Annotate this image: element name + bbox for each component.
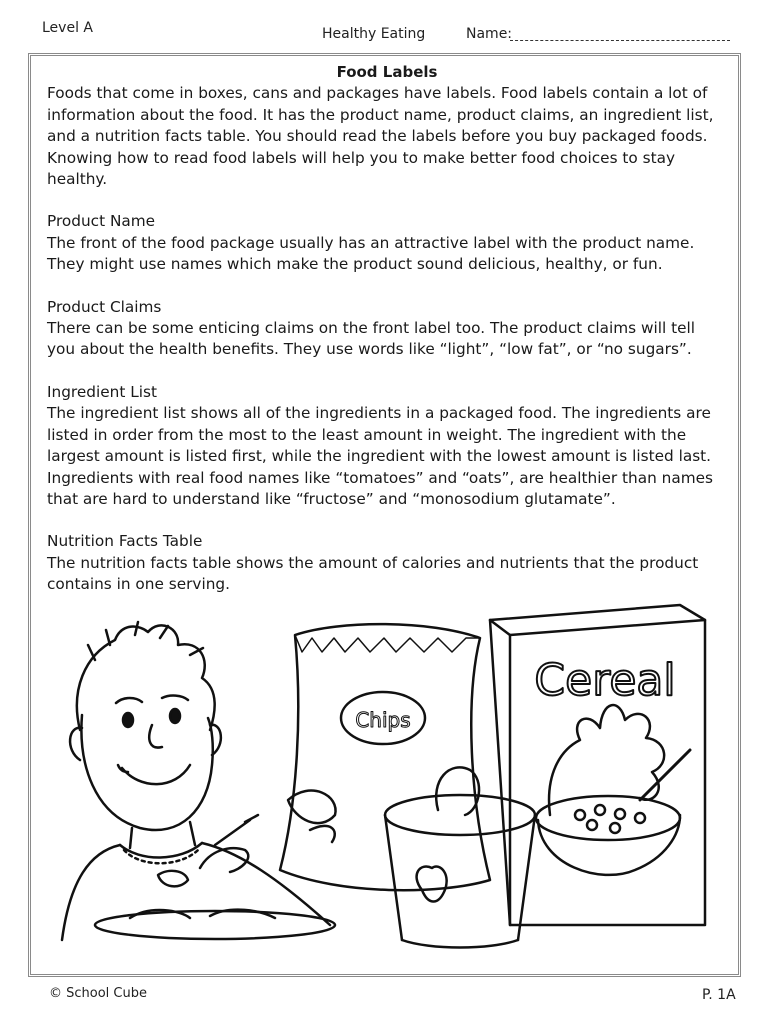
- cereal-label: Cereal: [534, 655, 676, 706]
- chips-label: Chips: [355, 708, 411, 732]
- chips-bag-illustration: [280, 624, 490, 890]
- section-body: There can be some enticing claims on the front label too. The product claims will tell you about the health benefits. They use words like “light”, “low fat”, or “no sugars”.: [47, 319, 696, 359]
- section-heading: Ingredient List: [47, 382, 157, 401]
- food-illustration: [40, 600, 730, 950]
- level-label: Level A: [42, 20, 93, 36]
- section-product-claims: [47, 297, 727, 361]
- section-nutrition-facts: [47, 531, 727, 595]
- section-body: The front of the food package usually has an attractive label with the product name. They might use names which make the product sound delicious, healthy, or fun.: [47, 233, 695, 274]
- page-number: P. 1A: [702, 987, 736, 1003]
- section-body: The ingredient list shows all of the ingredients in a packaged food. The ingredients are listed in order from the most to the least amount in weight. The ingredient with the largest amount is listed first, while the ingredient with the lowest amount is listed last. Ingredients with real food names like “tomatoes” and “oats”, are healthier than names that are hard to understand like “fructose” and “monosodium glutamate”.: [47, 404, 714, 508]
- page-title: Food Labels: [336, 63, 438, 81]
- intro-paragraph: Foods that come in boxes, cans and packages have labels. Food labels contain a lot of information about the food. It has the product name, product claims, an ingredient list, and a nutrition facts table. You should read the labels before you buy packaged foods. Knowing how to read food labels will help you to make better food choices to stay healthy.: [47, 84, 714, 189]
- yogurt-cup-illustration: [385, 767, 535, 947]
- topic-label: Healthy Eating: [322, 26, 426, 42]
- section-heading: Product Claims: [47, 297, 162, 316]
- section-heading: Product Name: [47, 212, 156, 231]
- section-ingredient-list: [47, 382, 727, 510]
- section-product-name: [47, 211, 727, 275]
- cereal-box-illustration: [490, 605, 705, 925]
- name-blank-line: [510, 40, 730, 41]
- section-heading: Nutrition Facts Table: [47, 532, 203, 551]
- main-content: [47, 62, 727, 596]
- name-label: Name:: [466, 26, 513, 42]
- copyright-text: © School Cube: [49, 986, 147, 1001]
- section-body: The nutrition facts table shows the amount of calories and nutrients that the product contains in one serving.: [47, 553, 699, 594]
